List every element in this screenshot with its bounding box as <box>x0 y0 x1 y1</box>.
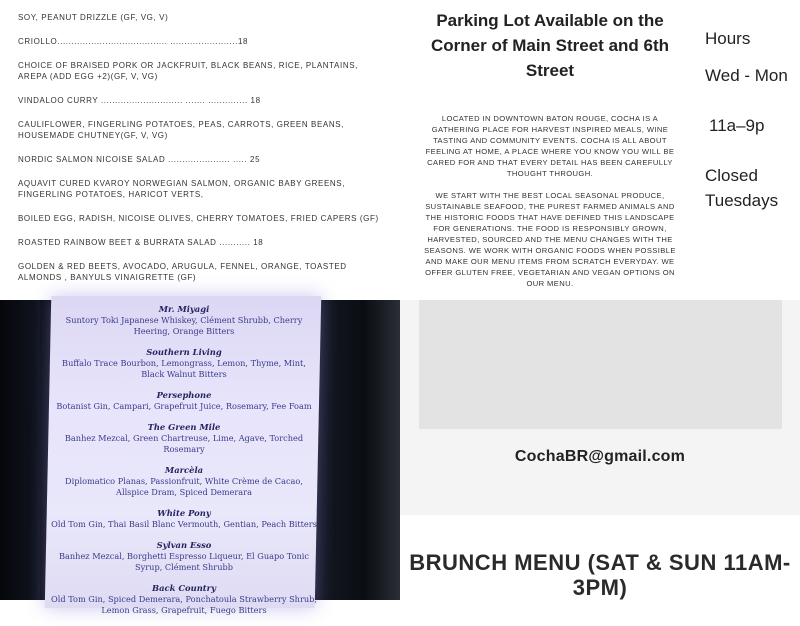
cocktail-item <box>50 347 318 380</box>
menu-item-text: SOY, PEANUT DRIZZLE (GF, VG, V) <box>18 13 169 22</box>
cocktail-item <box>50 390 318 412</box>
hours-title: Hours <box>705 29 751 48</box>
menu-item-text: GOLDEN & RED BEETS, AVOCADO, ARUGULA, FENNEL, ORANGE, TOASTED ALMONDS , BANYULS VINAIGRETTE (GF) <box>18 262 347 282</box>
menu-item-title: ROASTED RAINBOW BEET & BURRATA SALAD ........... 18 <box>18 238 264 247</box>
parking-title: Parking Lot Available on the Corner of Main Street and 6th Street <box>430 11 670 80</box>
menu-item-text: CAULIFLOWER, FINGERLING POTATOES, PEAS, CARROTS, GREEN BEANS, HOUSEMADE CHUTNEY(GF, V, VG) <box>18 120 344 140</box>
cocktail-item <box>50 304 318 337</box>
cocktail-name: Sylvan Esso <box>156 540 212 550</box>
cocktail-name: Marcèla <box>164 465 204 475</box>
cocktail-name: Mr. Miyagi <box>158 304 210 314</box>
cocktail-item <box>50 583 318 616</box>
brunch-menu-title: BRUNCH MENU (SAT & SUN 11AM-3PM) <box>409 550 791 600</box>
cocktail-description: Diplomatico Planas, Passionfruit, White Crème de Cacao, Allspice Dram, Spiced Demerara <box>65 476 303 497</box>
hours-closed: Closed Tuesdays <box>705 166 779 210</box>
hours-days: Wed - Mon <box>705 66 788 85</box>
cocktail-description: Banhez Mezcal, Borghetti Espresso Liqueur, El Guapo Tonic Syrup, Clément Shrubb <box>59 551 309 572</box>
cocktail-name: Persephone <box>156 390 212 400</box>
photo-shadow-right <box>310 300 400 600</box>
cocktail-list <box>50 304 318 626</box>
menu-item-title: NORDIC SALMON NICOISE SALAD ...................... ..... 25 <box>18 155 261 164</box>
cocktail-name: White Pony <box>157 508 211 518</box>
cocktail-name: The Green Mile <box>147 422 221 432</box>
menu-item-text: BOILED EGG, RADISH, NICOISE OLIVES, CHERRY TOMATOES, FRIED CAPERS (GF) <box>18 214 379 223</box>
cocktail-item <box>50 465 318 498</box>
about-paragraph-2: WE START WITH THE BEST LOCAL SEASONAL PRODUCE, SUSTAINABLE SEAFOOD, THE PUREST FARMED ANIMALS AND THE HISTORIC FOODS THAT HAVE DEFINED THIS LANDSCAPE FOR GENERATIONS. THE FOOD IS RESPONSIBLY GROWN, HARVESTED, SOURCED AND THE MENU CHANGES WITH THE SEASONS. WE WORK WITH ORGANIC FOODS WHEN POSSIBLE AND MAKE OUR MENU ITEMS FROM SCRATCH EVERYDAY. WE OFFER GLUTEN FREE, VEGETARIAN AND VEGAN OPTIONS ON OUR MENU. <box>424 191 676 288</box>
cocktail-name: Southern Living <box>146 347 222 357</box>
menu-item-title: VINDALOO CURRY ............................. ....... .............. 18 <box>18 96 261 105</box>
menu-item-text: CHOICE OF BRAISED PORK OR JACKFRUIT, BLACK BEANS, RICE, PLANTAINS, AREPA (ADD EGG +2)(GF, V, VG) <box>18 61 358 81</box>
menu-text-panel <box>0 0 400 300</box>
cocktail-item <box>50 422 318 455</box>
map-placeholder[interactable] <box>419 300 782 429</box>
about-paragraph-1: LOCATED IN DOWNTOWN BATON ROUGE, COCHA IS A GATHERING PLACE FOR HARVEST INSPIRED MEALS, WINE TASTING AND COMMUNITY EVENTS. COCHA IS ALL ABOUT FEELING AT HOME, A PLACE WHERE YOU KNOW YOU WILL BE CARED FOR AND THAT EVERY DETAIL HAS BEEN CAREFULLY THOUGHT THROUGH. <box>425 114 675 178</box>
cocktail-description: Suntory Toki Japanese Whiskey, Clément Shrubb, Cherry Heering, Orange Bitters <box>65 315 303 336</box>
hours-time: 11a–9p <box>709 116 765 135</box>
hours-panel <box>700 0 800 300</box>
about-panel <box>400 0 700 300</box>
menu-item-title: CRIOLLO....................................... ........................18 <box>18 37 249 46</box>
about-description <box>418 113 682 289</box>
cocktail-item <box>50 508 318 530</box>
cocktail-item <box>50 540 318 573</box>
cocktail-description: Banhez Mezcal, Green Chartreuse, Lime, Agave, Torched Rosemary <box>64 433 304 454</box>
cocktail-description: Buffalo Trace Bourbon, Lemongrass, Lemon, Thyme, Mint, Black Walnut Bitters <box>62 358 306 379</box>
cocktail-description: Botanist Gin, Campari, Grapefruit Juice, Rosemary, Fee Foam <box>56 401 312 411</box>
brunch-section <box>400 515 800 600</box>
contact-panel <box>400 300 800 515</box>
email-link[interactable]: CochaBR@gmail.com <box>514 448 686 465</box>
photo-shadow-left <box>0 300 40 600</box>
menu-item-text: AQUAVIT CURED KVAROY NORWEGIAN SALMON, ORGANIC BABY GREENS, FINGERLING POTATOES, HARICOT VERTS, <box>18 179 346 199</box>
cocktail-name: Back Country <box>152 583 216 593</box>
cocktail-description: Old Tom Gin, Spiced Demerara, Ponchatoula Strawberry Shrub, Lemon Grass, Grapefruit, Fuego Bitters <box>51 594 317 615</box>
cocktail-menu-photo <box>0 300 400 615</box>
cocktail-description: Old Tom Gin, Thai Basil Blanc Vermouth, Gentian, Peach Bitters <box>51 519 317 529</box>
